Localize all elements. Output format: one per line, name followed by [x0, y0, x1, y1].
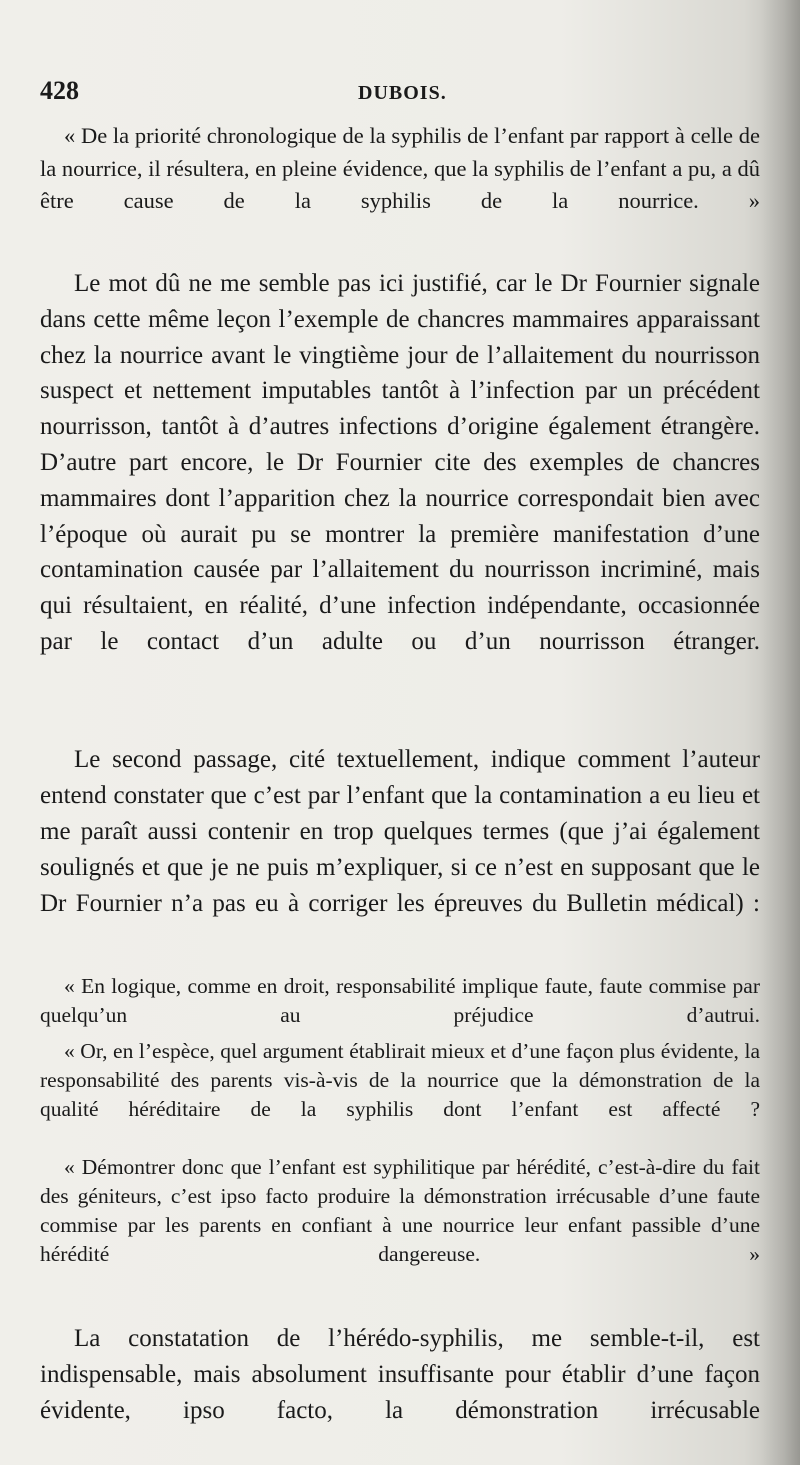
running-title: DUBOIS.	[358, 82, 447, 104]
quote-demontrer-donc: « Démontrer donc que l’enfant est syphilitique par hérédité, c’est-à-dire du fait des géniteurs, c’est ipso facto produire la démonstration irrécusable d’une faute commise par les parents en confiant à une nourrice leur enfant passible d’une hérédité dangereuse. »	[40, 1155, 760, 1266]
quote-or-en-espece: « Or, en l’espèce, quel argument établirait mieux et d’une façon plus évidente, la responsabilité des parents vis-à-vis de la nourrice que la démonstration de la qualité héréditaire de la syphilis dont l’enfant est affecté ?	[40, 1039, 760, 1121]
page-header	[40, 76, 760, 116]
paragraph-second-passage: Le second passage, cité textuellement, indique comment l’auteur entend constater que c’est par l’enfant que la contamination a eu lieu et me paraît aussi contenir en trop quelques termes (que j’ai également soulignés et que je ne puis m’expliquer, si ce n’est en supposant que le Dr Fournier n’a pas eu à corriger les épreuves du Bulletin médical) :	[40, 746, 760, 917]
paragraph-mot-du: Le mot dû ne me semble pas ici justifié, car le Dr Fournier signale dans cette même leçon l’exemple de chancres mammaires apparaissant chez la nourrice avant le vingtième jour de l’allaitement du nourrisson suspect et nettement imputables tantôt à l’infection par un précédent nourrisson, tantôt à d’autres infections d’origine également étrangère. D’autre part encore, le Dr Fournier cite des exemples de chancres mammaires dont l’apparition chez la nourrice correspondait bien avec l’époque où aurait pu se montrer la première manifestation d’une contamination causée par l’allaitement du nourrisson incriminé, mais qui résultaient, en réalité, d’une infection indépendante, occasionnée par le contact d’un adulte ou d’un nourrisson étranger.	[40, 270, 760, 655]
page-edge-shadow	[760, 0, 800, 1465]
page-number: 428	[40, 76, 79, 105]
paragraph-constatation: La constatation de l’hérédo-syphilis, me semble-t-il, est indispensable, mais absolument insuffisante pour établir d’une façon évidente, ipso facto, la démonstration irrécusable	[40, 1325, 760, 1424]
quote-logique-droit: « En logique, comme en droit, responsabilité implique faute, faute commise par quelqu’un au préjudice d’autrui.	[40, 974, 760, 1027]
quote-priority-chronologique: « De la priorité chronologique de la syphilis de l’enfant par rapport à celle de la nourrice, il résultera, en pleine évidence, que la syphilis de l’enfant a pu, a dû être cause de la syphilis de la nourrice. »	[40, 123, 760, 213]
